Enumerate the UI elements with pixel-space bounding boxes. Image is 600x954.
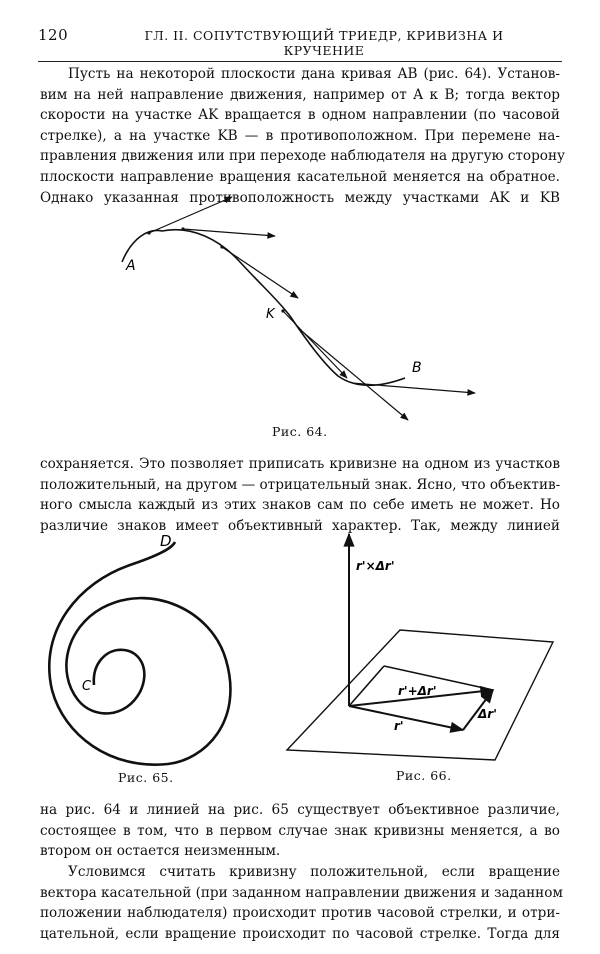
- label-dr: Δr': [478, 707, 497, 721]
- text-line: различие знаков имеет объективный характер. Так, между линией: [40, 517, 560, 534]
- text-line: положении наблюдателя) происходит против часовой стрелки, и отри-: [40, 905, 560, 922]
- label-c: C: [82, 679, 92, 694]
- text-line: положительный, на другом — отрицательный знак. Ясно, что объектив-: [40, 476, 561, 493]
- figure-65-caption: Рис. 65.: [118, 770, 174, 785]
- text-line: правления движения или при переходе наблюдателя на другую сторону: [40, 148, 566, 165]
- text-line: скорости на участке AK вращается в одном направлении (по часовой: [40, 107, 560, 124]
- chapter-title: ГЛ. II. СОПУТСТВУЮЩИЙ ТРИЕДР, КРИВИЗНА И КРУЧЕНИЕ: [144, 28, 504, 58]
- text-line: Однако указанная противоположность между участками AK и KB: [40, 189, 560, 206]
- text-line: Условимся считать кривизну положительной, если вращение: [68, 864, 560, 880]
- label-a: A: [126, 258, 136, 274]
- text-line: на рис. 64 и линией на рис. 65 существует объективное различие,: [40, 802, 560, 818]
- text-line: плоскости направление вращения касательной меняется на обратное.: [40, 168, 560, 185]
- label-d: D: [160, 532, 172, 550]
- paragraph-4: [40, 862, 563, 944]
- page-number: 120: [38, 26, 69, 44]
- label-k: K: [266, 307, 275, 322]
- text-line: Пусть на некоторой плоскости дана кривая AB (рис. 64). Установ-: [68, 66, 560, 82]
- label-vertical: r'×Δr': [356, 559, 395, 573]
- text-line: ного смысла каждый из этих знаков сам по себе иметь не может. Но: [40, 497, 560, 514]
- text-line: вим на ней направление движения, например от A к B; тогда вектор: [40, 86, 560, 103]
- text-line: втором он остается неизменным.: [40, 843, 281, 860]
- parallelogram-edge: [349, 666, 384, 706]
- figure-64-caption: Рис. 64.: [272, 424, 328, 439]
- text-line: состоящее в том, что в первом случае знак кривизны меняется, а во: [40, 822, 560, 839]
- paragraph-3: [40, 800, 560, 862]
- text-line: цательной, если вращение происходит по часовой стрелке. Тогда для: [40, 925, 560, 942]
- label-r-plus-dr: r'+Δr': [398, 684, 437, 698]
- text-line: вектора касательной (при заданном направлении движения и заданном: [40, 884, 563, 901]
- text-line: сохраняется. Это позволяет приписать кривизне на одном из участков: [40, 456, 560, 472]
- figure-66-caption: Рис. 66.: [396, 768, 452, 783]
- text-line: стрелке), а на участке KB — в противоположном. При перемене на-: [40, 127, 560, 144]
- label-r: r': [394, 719, 404, 733]
- vector-r: [349, 706, 463, 730]
- label-b: B: [412, 360, 422, 376]
